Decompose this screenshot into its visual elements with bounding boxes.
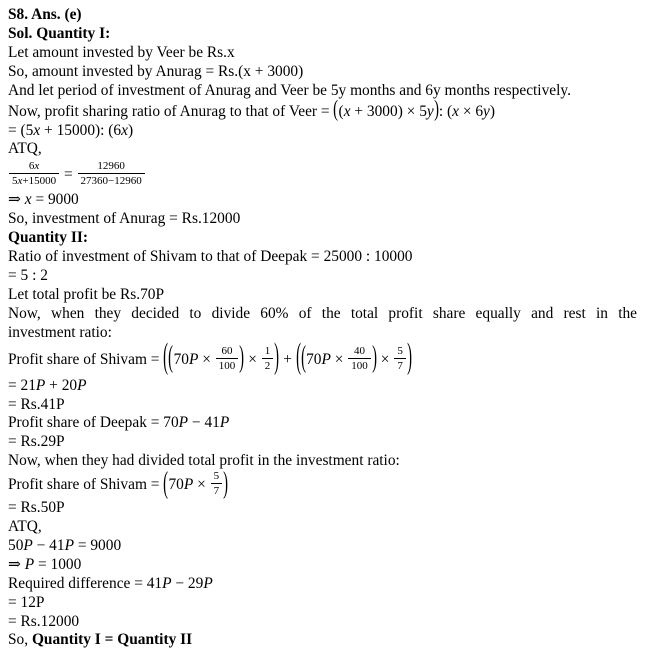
formula-line [8, 122, 637, 141]
text-segment: × 6 [458, 102, 484, 120]
math-variable-segment: P [183, 476, 194, 494]
text-segment: + [279, 350, 296, 368]
text-line [8, 267, 637, 286]
math-variable-segment: x [17, 175, 23, 188]
text-segment: × [198, 350, 215, 368]
text-segment: And let period of investment of Anurag and Veer be 5y months and 6y months respectively. [8, 81, 571, 99]
big-parenthesis: ( [295, 338, 301, 378]
text-line [8, 286, 637, 305]
math-variable-segment: y [426, 102, 434, 120]
text-segment: 12960 [97, 160, 125, 173]
text-segment: ⇒ [8, 555, 25, 573]
text-segment: Required difference = 41 [8, 574, 163, 592]
text-segment: ) [127, 121, 134, 139]
text-line [8, 452, 637, 471]
big-parenthesis: ) [223, 466, 229, 501]
text-segment: 7 [213, 485, 220, 498]
text-line [8, 613, 637, 632]
text-segment: = Rs.29P [8, 433, 65, 451]
big-parenthesis: ) [406, 338, 412, 378]
text-segment: investment ratio: [8, 323, 112, 341]
text-segment: + 3000) × 5 [350, 102, 427, 120]
text-segment: + 20 [45, 376, 78, 394]
math-variable-segment: P [188, 350, 199, 368]
text-segment: = 21 [8, 376, 36, 394]
text-segment: 50 [8, 536, 24, 554]
fraction-denominator [348, 359, 371, 372]
text-line [8, 499, 637, 518]
fraction-numerator [348, 345, 371, 359]
text-segment: 5 [397, 344, 403, 357]
fraction [210, 470, 224, 497]
text-segment: = (5 [8, 121, 34, 139]
big-parenthesis: ( [301, 340, 306, 375]
fraction-numerator [9, 160, 59, 174]
text-segment: Let total profit be Rs.70P [8, 285, 165, 303]
text-segment: = [60, 166, 77, 184]
text-segment: Ratio of investment of Shivam to that of Deepak = 25000 : 10000 [8, 248, 413, 266]
text-segment: Profit share of Shivam = [8, 476, 164, 494]
fraction-numerator [211, 470, 223, 484]
text-line [8, 248, 637, 267]
text-segment: 100 [218, 359, 236, 372]
text-segment: 70 [173, 350, 189, 368]
formula-line [8, 575, 637, 594]
text-segment: 5 [213, 470, 220, 483]
math-variable-segment: x [452, 102, 459, 120]
math-variable-segment: P [35, 376, 46, 394]
fraction-denominator [78, 174, 145, 187]
math-variable-segment: x [34, 160, 40, 173]
formula-line [8, 191, 637, 210]
text-line [8, 518, 637, 537]
text-segment: − 41 [188, 414, 220, 432]
text-segment: 70 [168, 476, 184, 494]
big-parenthesis: ( [168, 340, 174, 375]
math-variable-segment: P [178, 414, 189, 432]
fraction [77, 160, 146, 187]
text-segment: = Rs.50P [8, 499, 65, 517]
fraction [261, 345, 275, 372]
math-variable-segment: P [162, 574, 172, 592]
text-segment: 7 [397, 359, 403, 372]
big-parenthesis: ) [239, 340, 245, 375]
math-variable-segment: x [343, 102, 351, 120]
math-variable-segment: x [121, 121, 128, 139]
text-segment: Now, when they had divided total profit in the investment ratio: [8, 452, 400, 470]
math-variable-segment: P [77, 376, 87, 394]
text-segment: So, amount invested by Anurag = Rs.(x + 3000) [8, 62, 304, 80]
fraction [393, 345, 407, 372]
text-segment: Let amount invested by Veer be Rs.x [8, 43, 235, 61]
text-segment: 70 [306, 350, 322, 368]
text-segment: × [193, 476, 210, 494]
fraction-denominator [216, 359, 239, 372]
bold-text-segment: Quantity I = Quantity II [31, 631, 193, 649]
math-variable-segment: y [483, 102, 490, 120]
quantity1-heading [8, 25, 637, 44]
text-segment: = 12P [8, 593, 45, 611]
text-segment: − 41 [32, 536, 65, 554]
text-segment: × [376, 350, 394, 368]
formula-line [8, 338, 637, 378]
text-segment: 2 [264, 359, 271, 372]
text-line [8, 210, 637, 229]
quantity2-heading [8, 229, 637, 248]
text-segment: 27360−12960 [80, 175, 142, 188]
big-parenthesis: ( [333, 96, 339, 123]
text-segment: : ( [438, 102, 453, 120]
text-line [8, 305, 637, 324]
formula-line [8, 466, 637, 501]
text-segment: So, investment of Anurag = Rs.12000 [8, 210, 241, 228]
math-variable-segment: P [23, 536, 33, 554]
text-line [8, 82, 637, 101]
math-variable-segment: P [219, 414, 230, 432]
text-segment: Now, when they decided to divide 60% of the total profit share equally and rest in the [8, 304, 637, 322]
text-segment: = 1000 [34, 555, 82, 573]
text-line [8, 140, 637, 159]
big-parenthesis: ) [371, 340, 377, 375]
text-segment: Profit share of Shivam = [8, 350, 164, 368]
text-segment: = Rs.12000 [8, 612, 80, 630]
fraction-denominator [262, 359, 274, 372]
answer-line [8, 6, 637, 25]
text-segment: 40 [354, 344, 366, 357]
math-variable-segment: x [33, 121, 41, 139]
fraction [347, 345, 372, 372]
text-line [8, 44, 637, 63]
big-parenthesis: ( [163, 466, 169, 501]
text-segment: − 29 [171, 574, 204, 592]
conclusion-line [8, 631, 637, 650]
formula-line [8, 414, 637, 433]
math-variable-segment: x [24, 191, 32, 209]
text-segment: ) [489, 102, 496, 120]
text-segment: 5 [12, 175, 18, 188]
text-segment: ( [338, 102, 344, 120]
text-segment: = 5 : 2 [8, 266, 48, 284]
fraction [8, 160, 60, 187]
text-line [8, 324, 637, 343]
text-segment: +15000 [22, 175, 57, 188]
math-variable-segment: P [203, 574, 213, 592]
fraction-numerator [78, 160, 145, 174]
text-segment: × [244, 350, 261, 368]
text-segment: = Rs.41P [8, 395, 65, 413]
fraction-denominator [211, 484, 223, 497]
text-segment: = 9000 [31, 191, 79, 209]
bold-text-segment: Sol. Quantity I: [8, 24, 111, 42]
text-segment: ATQ, [8, 140, 42, 158]
text-segment: So, [8, 631, 32, 649]
fraction-denominator [394, 359, 406, 372]
big-parenthesis: ) [274, 338, 280, 378]
big-parenthesis: ) [433, 96, 439, 123]
formula-line [8, 96, 637, 123]
text-line [8, 594, 637, 613]
fraction [215, 345, 240, 372]
fraction-numerator [394, 345, 406, 359]
fraction-numerator [262, 345, 274, 359]
text-segment: 100 [351, 359, 368, 372]
text-line [8, 396, 637, 415]
fraction-numerator [216, 345, 239, 359]
bold-text-segment: S8. Ans. (e) [8, 6, 82, 23]
text-segment: Profit share of Deepak = 70 [8, 414, 179, 432]
math-variable-segment: P [321, 350, 331, 368]
text-segment: × [330, 350, 348, 368]
text-segment: 60 [221, 344, 233, 357]
formula-line [8, 377, 637, 396]
text-segment: 1 [264, 344, 271, 357]
text-segment: Now, profit sharing ratio of Anurag to that of Veer = [8, 102, 334, 120]
equation-line [8, 159, 637, 191]
fraction-denominator [9, 174, 59, 187]
math-variable-segment: P [24, 555, 35, 573]
big-parenthesis: ( [163, 338, 169, 378]
text-segment: 6 [28, 160, 35, 173]
math-variable-segment: P [64, 536, 74, 554]
formula-line [8, 556, 637, 575]
bold-text-segment: Quantity II: [8, 229, 88, 247]
text-segment: ATQ, [8, 518, 42, 536]
text-segment: + 15000): (6 [40, 121, 122, 139]
formula-line [8, 537, 637, 556]
text-line [8, 433, 637, 452]
text-segment: ⇒ [8, 191, 25, 209]
text-line [8, 63, 637, 82]
text-segment: = 9000 [73, 536, 122, 554]
